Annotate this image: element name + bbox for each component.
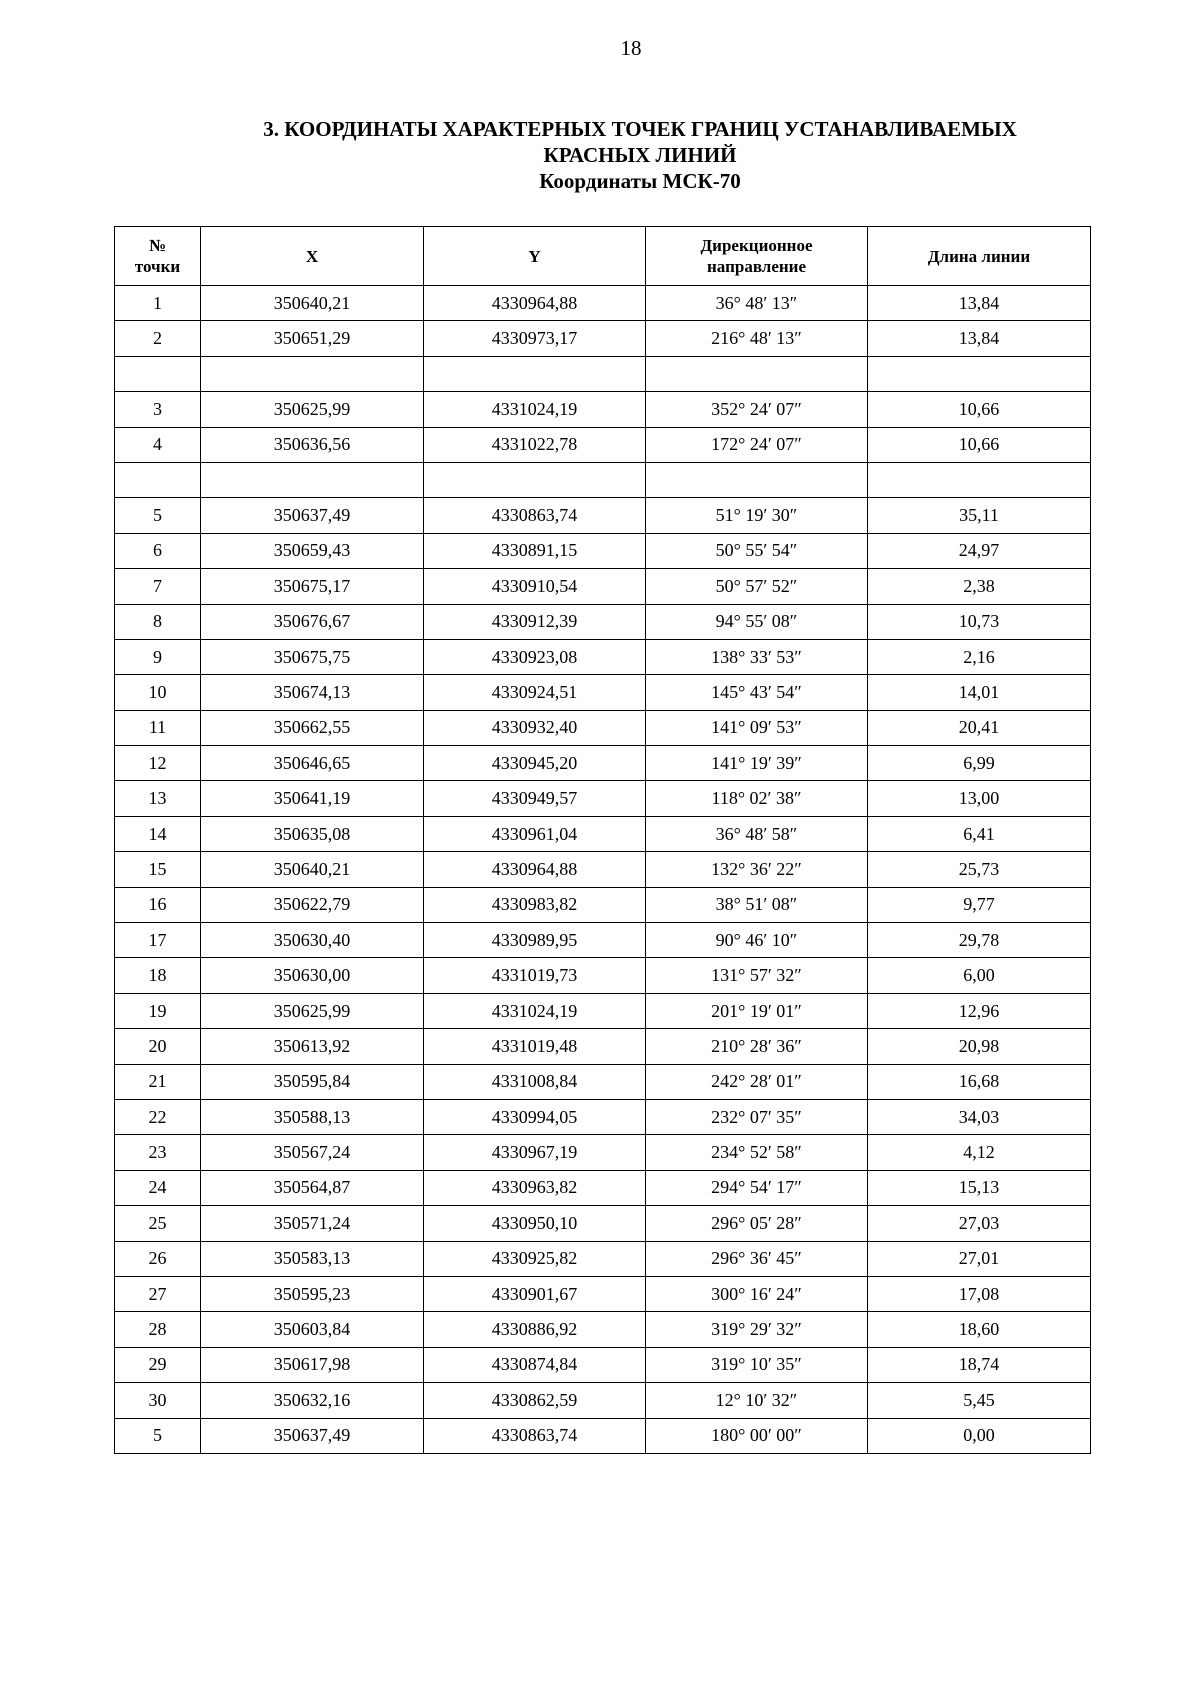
cell-x: 350646,65 xyxy=(201,746,424,781)
cell-direction: 132° 36′ 22″ xyxy=(646,852,868,887)
table-row xyxy=(115,533,1091,568)
table-row xyxy=(115,710,1091,745)
cell-point-number: 25 xyxy=(115,1206,201,1241)
cell-length: 13,00 xyxy=(868,781,1091,816)
cell-x: 350567,24 xyxy=(201,1135,424,1170)
cell-direction: 138° 33′ 53″ xyxy=(646,639,868,674)
cell-y xyxy=(424,462,646,497)
table-row xyxy=(115,781,1091,816)
cell-point-number: 24 xyxy=(115,1170,201,1205)
cell-length: 25,73 xyxy=(868,852,1091,887)
cell-y: 4330964,88 xyxy=(424,286,646,321)
table-row xyxy=(115,639,1091,674)
cell-point-number: 1 xyxy=(115,286,201,321)
cell-y: 4331019,73 xyxy=(424,958,646,993)
table-row xyxy=(115,923,1091,958)
table-row xyxy=(115,498,1091,533)
cell-x: 350640,21 xyxy=(201,852,424,887)
cell-x: 350651,29 xyxy=(201,321,424,356)
cell-direction: 90° 46′ 10″ xyxy=(646,923,868,958)
cell-direction: 300° 16′ 24″ xyxy=(646,1276,868,1311)
cell-y: 4330950,10 xyxy=(424,1206,646,1241)
cell-direction: 296° 36′ 45″ xyxy=(646,1241,868,1276)
header-length: Длина линии xyxy=(868,227,1091,286)
cell-y: 4330863,74 xyxy=(424,498,646,533)
heading-subtitle: Координаты МСК-70 xyxy=(539,169,741,193)
table-row xyxy=(115,852,1091,887)
cell-y: 4330967,19 xyxy=(424,1135,646,1170)
cell-direction: 296° 05′ 28″ xyxy=(646,1206,868,1241)
cell-length: 16,68 xyxy=(868,1064,1091,1099)
cell-direction: 216° 48′ 13″ xyxy=(646,321,868,356)
table-row xyxy=(115,1312,1091,1347)
cell-length: 2,38 xyxy=(868,569,1091,604)
cell-y: 4330891,15 xyxy=(424,533,646,568)
cell-point-number: 4 xyxy=(115,427,201,462)
cell-point-number: 8 xyxy=(115,604,201,639)
cell-length: 0,00 xyxy=(868,1418,1091,1453)
cell-length: 6,00 xyxy=(868,958,1091,993)
cell-y: 4330901,67 xyxy=(424,1276,646,1311)
cell-point-number: 10 xyxy=(115,675,201,710)
table-row xyxy=(115,1276,1091,1311)
table-row xyxy=(115,746,1091,781)
header-direction xyxy=(646,227,868,286)
cell-length xyxy=(868,462,1091,497)
cell-x: 350637,49 xyxy=(201,498,424,533)
cell-x: 350662,55 xyxy=(201,710,424,745)
table-row xyxy=(115,675,1091,710)
page-number: 18 xyxy=(620,36,642,60)
cell-point-number: 29 xyxy=(115,1347,201,1382)
cell-y: 4330862,59 xyxy=(424,1383,646,1418)
header-x: X xyxy=(201,227,424,286)
cell-y: 4330932,40 xyxy=(424,710,646,745)
table-row xyxy=(115,816,1091,851)
cell-x xyxy=(201,356,424,391)
cell-point-number: 17 xyxy=(115,923,201,958)
section-heading xyxy=(160,116,1120,194)
cell-x: 350588,13 xyxy=(201,1099,424,1134)
cell-direction: 141° 19′ 39″ xyxy=(646,746,868,781)
cell-y: 4330923,08 xyxy=(424,639,646,674)
cell-length: 24,97 xyxy=(868,533,1091,568)
cell-y: 4330925,82 xyxy=(424,1241,646,1276)
cell-y: 4330989,95 xyxy=(424,923,646,958)
cell-length: 35,11 xyxy=(868,498,1091,533)
header-point-number-line1: № xyxy=(148,236,167,255)
cell-y: 4331022,78 xyxy=(424,427,646,462)
cell-direction: 36° 48′ 58″ xyxy=(646,816,868,851)
cell-direction: 145° 43′ 54″ xyxy=(646,675,868,710)
cell-point-number: 18 xyxy=(115,958,201,993)
cell-y: 4330945,20 xyxy=(424,746,646,781)
table-row xyxy=(115,286,1091,321)
cell-point-number: 16 xyxy=(115,887,201,922)
cell-y: 4330964,88 xyxy=(424,852,646,887)
cell-length: 10,66 xyxy=(868,392,1091,427)
cell-direction xyxy=(646,356,868,391)
cell-length: 20,98 xyxy=(868,1029,1091,1064)
cell-direction: 36° 48′ 13″ xyxy=(646,286,868,321)
cell-direction: 50° 55′ 54″ xyxy=(646,533,868,568)
table-row xyxy=(115,356,1091,391)
cell-x: 350625,99 xyxy=(201,392,424,427)
cell-x: 350564,87 xyxy=(201,1170,424,1205)
cell-y: 4330961,04 xyxy=(424,816,646,851)
cell-direction: 201° 19′ 01″ xyxy=(646,993,868,1028)
table-row xyxy=(115,1206,1091,1241)
table-row xyxy=(115,1064,1091,1099)
cell-direction: 294° 54′ 17″ xyxy=(646,1170,868,1205)
cell-y: 4331019,48 xyxy=(424,1029,646,1064)
cell-length: 14,01 xyxy=(868,675,1091,710)
cell-length xyxy=(868,356,1091,391)
table-row xyxy=(115,1135,1091,1170)
table-row xyxy=(115,427,1091,462)
cell-y: 4330949,57 xyxy=(424,781,646,816)
cell-x: 350637,49 xyxy=(201,1418,424,1453)
cell-direction: 234° 52′ 58″ xyxy=(646,1135,868,1170)
cell-length: 5,45 xyxy=(868,1383,1091,1418)
cell-x: 350675,17 xyxy=(201,569,424,604)
header-point-number xyxy=(115,227,201,286)
table-row xyxy=(115,1418,1091,1453)
cell-x: 350613,92 xyxy=(201,1029,424,1064)
header-direction-line1: Дирекционное xyxy=(700,236,813,255)
cell-x: 350640,21 xyxy=(201,286,424,321)
cell-point-number: 23 xyxy=(115,1135,201,1170)
table-row xyxy=(115,321,1091,356)
cell-x: 350625,99 xyxy=(201,993,424,1028)
cell-x: 350636,56 xyxy=(201,427,424,462)
cell-x: 350571,24 xyxy=(201,1206,424,1241)
cell-length: 4,12 xyxy=(868,1135,1091,1170)
cell-y: 4330912,39 xyxy=(424,604,646,639)
cell-direction: 319° 29′ 32″ xyxy=(646,1312,868,1347)
cell-x: 350595,84 xyxy=(201,1064,424,1099)
cell-length: 12,96 xyxy=(868,993,1091,1028)
cell-x: 350641,19 xyxy=(201,781,424,816)
cell-length: 2,16 xyxy=(868,639,1091,674)
cell-direction: 50° 57′ 52″ xyxy=(646,569,868,604)
cell-y: 4330910,54 xyxy=(424,569,646,604)
cell-y: 4331008,84 xyxy=(424,1064,646,1099)
coordinates-table xyxy=(114,226,1091,1454)
cell-y xyxy=(424,356,646,391)
cell-y: 4330973,17 xyxy=(424,321,646,356)
cell-x: 350676,67 xyxy=(201,604,424,639)
cell-x: 350630,40 xyxy=(201,923,424,958)
cell-direction: 51° 19′ 30″ xyxy=(646,498,868,533)
cell-y: 4330874,84 xyxy=(424,1347,646,1382)
cell-direction: 141° 09′ 53″ xyxy=(646,710,868,745)
table-row xyxy=(115,462,1091,497)
cell-direction: 352° 24′ 07″ xyxy=(646,392,868,427)
cell-y: 4330924,51 xyxy=(424,675,646,710)
cell-direction: 94° 55′ 08″ xyxy=(646,604,868,639)
cell-direction: 118° 02′ 38″ xyxy=(646,781,868,816)
cell-length: 15,13 xyxy=(868,1170,1091,1205)
cell-point-number: 15 xyxy=(115,852,201,887)
table-row xyxy=(115,392,1091,427)
table-row xyxy=(115,993,1091,1028)
cell-direction: 180° 00′ 00″ xyxy=(646,1418,868,1453)
cell-point-number: 21 xyxy=(115,1064,201,1099)
header-y: Y xyxy=(424,227,646,286)
cell-x: 350630,00 xyxy=(201,958,424,993)
cell-length: 27,01 xyxy=(868,1241,1091,1276)
cell-point-number: 11 xyxy=(115,710,201,745)
cell-point-number: 20 xyxy=(115,1029,201,1064)
cell-length: 6,41 xyxy=(868,816,1091,851)
cell-point-number: 14 xyxy=(115,816,201,851)
cell-length: 20,41 xyxy=(868,710,1091,745)
cell-length: 18,74 xyxy=(868,1347,1091,1382)
cell-x xyxy=(201,462,424,497)
cell-direction: 232° 07′ 35″ xyxy=(646,1099,868,1134)
cell-point-number: 5 xyxy=(115,1418,201,1453)
cell-point-number: 13 xyxy=(115,781,201,816)
cell-y: 4330886,92 xyxy=(424,1312,646,1347)
heading-line-2: КРАСНЫХ ЛИНИЙ xyxy=(543,143,737,167)
cell-length: 9,77 xyxy=(868,887,1091,922)
cell-length: 34,03 xyxy=(868,1099,1091,1134)
cell-point-number xyxy=(115,356,201,391)
table-row xyxy=(115,1347,1091,1382)
table-row xyxy=(115,1170,1091,1205)
cell-point-number: 6 xyxy=(115,533,201,568)
table-row xyxy=(115,1383,1091,1418)
cell-point-number: 22 xyxy=(115,1099,201,1134)
cell-y: 4331024,19 xyxy=(424,392,646,427)
cell-x: 350632,16 xyxy=(201,1383,424,1418)
cell-point-number: 28 xyxy=(115,1312,201,1347)
cell-x: 350674,13 xyxy=(201,675,424,710)
table-row xyxy=(115,1099,1091,1134)
header-point-number-line2: точки xyxy=(134,257,181,276)
cell-direction: 12° 10′ 32″ xyxy=(646,1383,868,1418)
cell-x: 350635,08 xyxy=(201,816,424,851)
cell-direction: 172° 24′ 07″ xyxy=(646,427,868,462)
cell-x: 350603,84 xyxy=(201,1312,424,1347)
cell-length: 6,99 xyxy=(868,746,1091,781)
cell-direction: 210° 28′ 36″ xyxy=(646,1029,868,1064)
cell-point-number: 26 xyxy=(115,1241,201,1276)
cell-direction: 131° 57′ 32″ xyxy=(646,958,868,993)
cell-point-number: 27 xyxy=(115,1276,201,1311)
cell-point-number xyxy=(115,462,201,497)
cell-x: 350595,23 xyxy=(201,1276,424,1311)
table-row xyxy=(115,1029,1091,1064)
cell-y: 4330863,74 xyxy=(424,1418,646,1453)
cell-y: 4331024,19 xyxy=(424,993,646,1028)
table-row xyxy=(115,887,1091,922)
cell-y: 4330994,05 xyxy=(424,1099,646,1134)
cell-length: 10,66 xyxy=(868,427,1091,462)
table-header-row xyxy=(115,227,1091,286)
cell-point-number: 30 xyxy=(115,1383,201,1418)
cell-point-number: 9 xyxy=(115,639,201,674)
table-row xyxy=(115,1241,1091,1276)
cell-point-number: 2 xyxy=(115,321,201,356)
cell-length: 13,84 xyxy=(868,321,1091,356)
cell-point-number: 19 xyxy=(115,993,201,1028)
cell-length: 17,08 xyxy=(868,1276,1091,1311)
cell-point-number: 3 xyxy=(115,392,201,427)
cell-direction: 319° 10′ 35″ xyxy=(646,1347,868,1382)
cell-x: 350675,75 xyxy=(201,639,424,674)
cell-direction: 242° 28′ 01″ xyxy=(646,1064,868,1099)
cell-point-number: 12 xyxy=(115,746,201,781)
cell-length: 29,78 xyxy=(868,923,1091,958)
cell-x: 350659,43 xyxy=(201,533,424,568)
table-row xyxy=(115,569,1091,604)
cell-y: 4330963,82 xyxy=(424,1170,646,1205)
cell-point-number: 5 xyxy=(115,498,201,533)
cell-x: 350622,79 xyxy=(201,887,424,922)
cell-x: 350583,13 xyxy=(201,1241,424,1276)
cell-direction: 38° 51′ 08″ xyxy=(646,887,868,922)
cell-point-number: 7 xyxy=(115,569,201,604)
cell-x: 350617,98 xyxy=(201,1347,424,1382)
cell-y: 4330983,82 xyxy=(424,887,646,922)
table-body xyxy=(115,286,1091,1454)
cell-length: 27,03 xyxy=(868,1206,1091,1241)
header-direction-line2: направление xyxy=(707,257,806,276)
cell-length: 13,84 xyxy=(868,286,1091,321)
table-row xyxy=(115,958,1091,993)
cell-length: 10,73 xyxy=(868,604,1091,639)
table-row xyxy=(115,604,1091,639)
cell-length: 18,60 xyxy=(868,1312,1091,1347)
heading-line-1: 3. КООРДИНАТЫ ХАРАКТЕРНЫХ ТОЧЕК ГРАНИЦ УСТАНАВЛИВАЕМЫХ xyxy=(263,117,1017,141)
cell-direction xyxy=(646,462,868,497)
